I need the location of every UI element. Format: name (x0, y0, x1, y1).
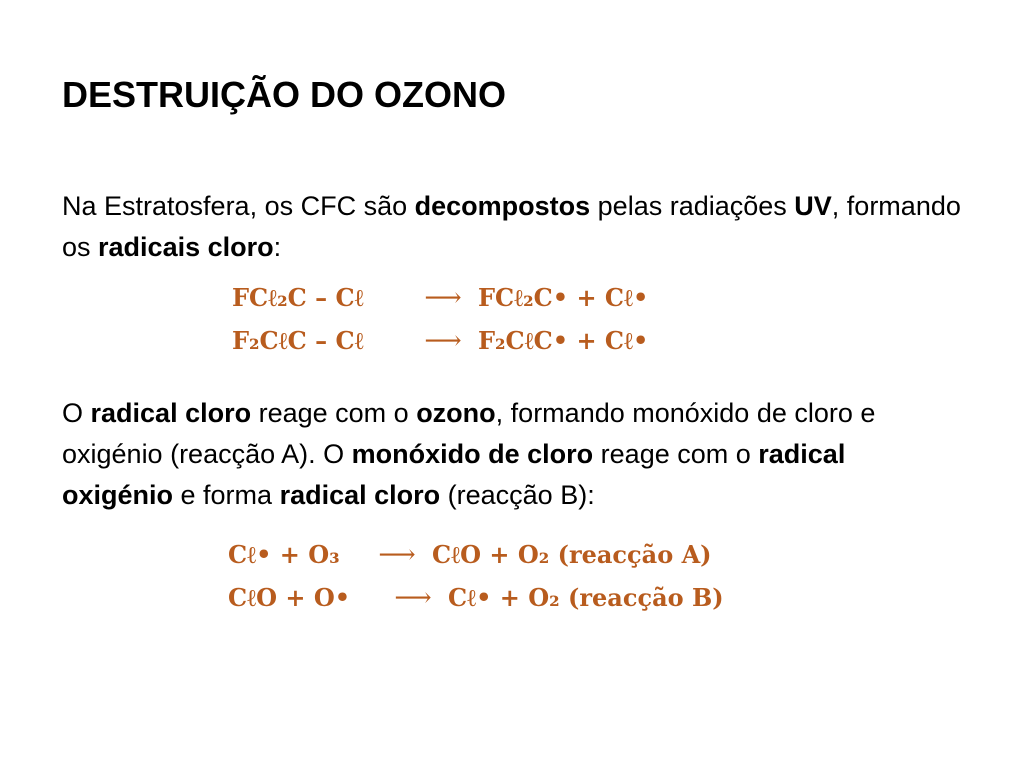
equation-reactants: FCℓ₂C – Cℓ (232, 283, 364, 312)
equation-reactants: Cℓ• + O₃ (228, 540, 340, 569)
reaction-arrow-icon: ⟶ (424, 283, 462, 313)
reaction-arrow-icon: ⟶ (378, 540, 416, 570)
bold-term: radicais cloro (98, 232, 274, 262)
text-run: pelas radiações (590, 191, 795, 221)
paragraph-cfc-decomposition (62, 186, 962, 268)
bold-term: decompostos (414, 191, 591, 221)
text-run: O (62, 398, 91, 428)
text-run: , formando os (62, 191, 961, 262)
text-run: Na Estratosfera, os CFC são (62, 191, 415, 221)
bold-term: ozono (416, 398, 496, 428)
text-run: reage com o (593, 439, 759, 469)
equation-row (232, 326, 648, 369)
reaction-arrow-icon: ⟶ (394, 583, 432, 613)
text-run: (reacção B): (440, 480, 595, 510)
text-run: : (273, 232, 282, 262)
bold-term: radical oxigénio (62, 439, 846, 510)
equations-ozone (228, 540, 724, 626)
page-title: DESTRUIÇÃO DO OZONO (62, 74, 507, 115)
equation-products: Cℓ• + O₂ (reacção B) (448, 583, 724, 612)
equation-reactants: CℓO + O• (228, 583, 351, 612)
bold-term: monóxido de cloro (351, 439, 594, 469)
text-run: reage com o (251, 398, 417, 428)
paragraph-ozone-reaction (62, 393, 962, 516)
equation-row (232, 283, 648, 326)
equation-products: F₂CℓC• + Cℓ• (478, 326, 649, 355)
equation-row (228, 540, 724, 583)
equation-row (228, 583, 724, 626)
text-run: e forma (173, 480, 280, 510)
equation-reactants: F₂CℓC – Cℓ (232, 326, 364, 355)
bold-term: UV (794, 191, 832, 221)
text-run: , formando monóxido de cloro e oxigénio (reacção A). O (62, 398, 876, 469)
bold-term: radical cloro (279, 480, 441, 510)
equations-cfc (232, 283, 648, 369)
bold-term: radical cloro (90, 398, 252, 428)
reaction-arrow-icon: ⟶ (424, 326, 462, 356)
equation-products: FCℓ₂C• + Cℓ• (478, 283, 649, 312)
equation-products: CℓO + O₂ (reacção A) (432, 540, 712, 569)
